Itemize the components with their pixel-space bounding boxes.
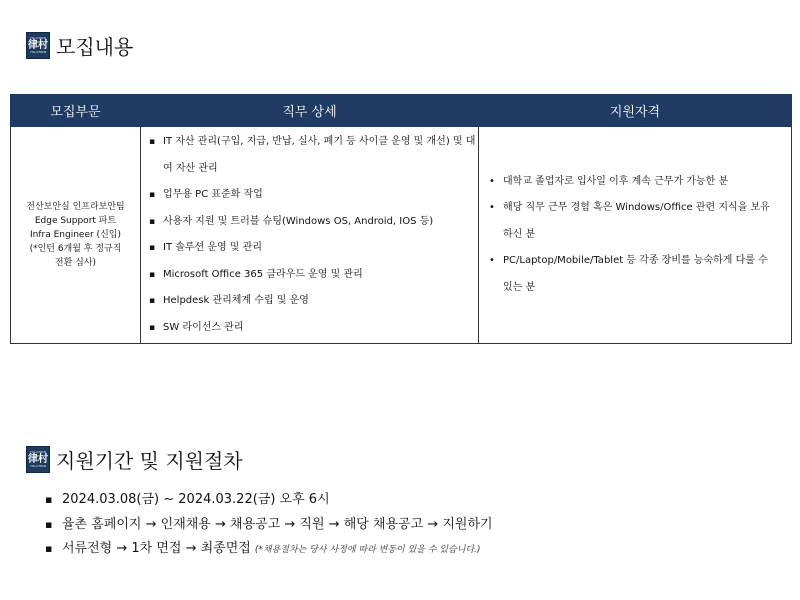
section-title-recruitment: 모집내용 <box>56 35 134 59</box>
table-row <box>11 127 792 344</box>
table-header-row <box>11 95 792 127</box>
header-qualifications: 지원자격 <box>479 95 792 127</box>
section-title-application: 지원기간 및 지원절차 <box>56 449 243 473</box>
application-steps-item: ▪ 율촌 홈페이지 → 인재채용 → 채용공고 → 직원 → 해당 채용공고 → 지원하기 <box>45 513 493 538</box>
section-heading-application <box>26 445 243 474</box>
section-heading-recruitment <box>26 31 133 60</box>
header-duties: 직무 상세 <box>141 95 479 127</box>
yulchon-logo-icon: YULCHON 律村 YULCHON <box>26 32 50 59</box>
department-line: 전환 심사) <box>54 258 97 268</box>
qualification-item: • 해당 직무 근무 경험 혹은 Windows/Office 관련 지식을 보유하신 분 <box>503 195 779 248</box>
qualifications-cell <box>479 127 792 344</box>
application-period-item: ▪ 2024.03.08(금) ~ 2024.03.22(금) 오후 6시 <box>45 488 493 513</box>
qualifications-list <box>479 169 791 302</box>
department-line: 전산보안실 인프라보안팀 <box>26 202 125 212</box>
application-process-list <box>45 488 493 562</box>
duties-cell <box>141 127 479 344</box>
duty-item: ▪ SW 라이선스 관리 <box>163 315 478 342</box>
department-line: Infra Engineer (신입) <box>30 230 121 240</box>
department-cell <box>11 127 141 344</box>
yulchon-logo-icon: YULCHON 律村 YULCHON <box>26 446 50 473</box>
department-line: Edge Support 파트 <box>34 216 117 226</box>
process-note: (*채용절차는 당사 사정에 따라 변동이 있을 수 있습니다.) <box>254 545 481 555</box>
department-line: (*인턴 6개월 후 정규직 <box>29 244 122 254</box>
duty-item: ▪ IT 자산 관리(구입, 지급, 반납, 실사, 폐기 등 사이클 운영 및 개선) 및 대여 자산 관리 <box>163 129 478 182</box>
duty-item: ▪ IT 솔루션 운영 및 관리 <box>163 235 478 262</box>
duties-list <box>141 129 478 341</box>
qualification-item: • PC/Laptop/Mobile/Tablet 등 각종 장비를 능숙하게 다룰 수 있는 분 <box>503 248 779 301</box>
header-department: 모집부문 <box>11 95 141 127</box>
duty-item: ▪ 업무용 PC 표준화 작업 <box>163 182 478 209</box>
qualification-item: • 대학교 졸업자로 입사일 이후 계속 근무가 가능한 분 <box>503 169 779 196</box>
duty-item: ▪ Microsoft Office 365 클라우드 운영 및 관리 <box>163 262 478 289</box>
selection-process-item: ▪ 서류전형 → 1차 면접 → 최종면접 (*채용절차는 당사 사정에 따라 변동이 있을 수 있습니다.) <box>45 537 493 562</box>
duty-item: ▪ 사용자 지원 및 트러블 슈팅(Windows OS, Android, IOS 등) <box>163 209 478 236</box>
duty-item: ▪ Helpdesk 관리체계 수립 및 운영 <box>163 288 478 315</box>
recruitment-table <box>10 94 792 344</box>
